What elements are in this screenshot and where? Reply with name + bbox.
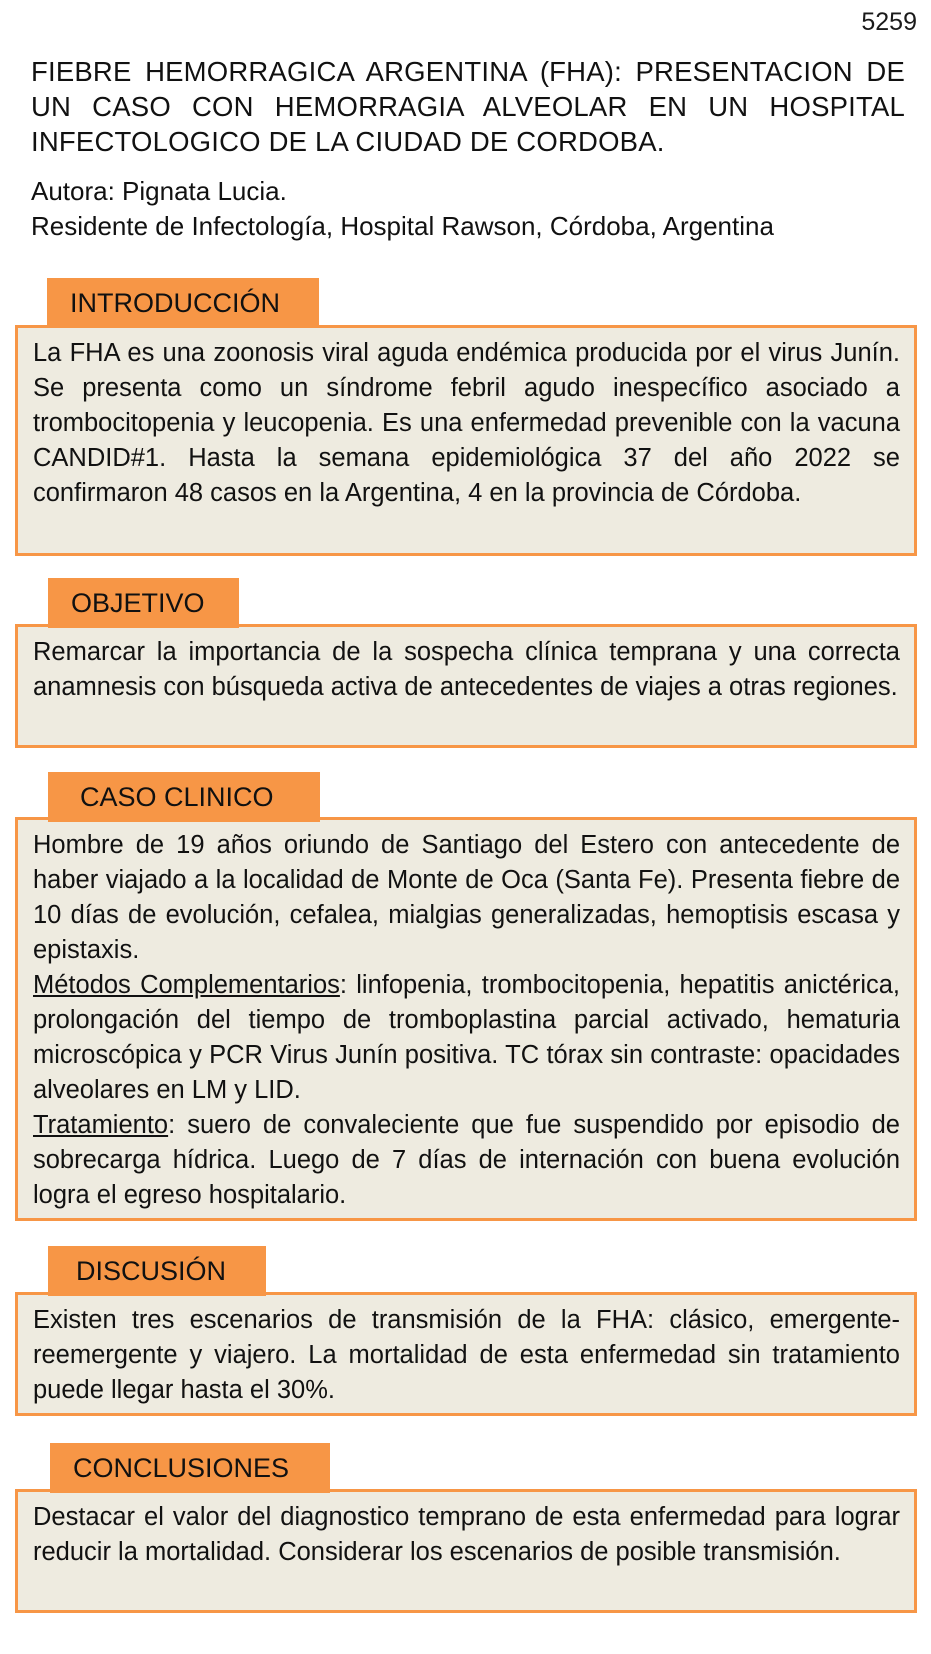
poster-number: 5259 — [861, 8, 917, 36]
author-line: Autora: Pignata Lucia. — [31, 176, 287, 206]
metodos-complementarios-text: : linfopenia, trombocitopenia, hepatitis anictérica, prolongación del tiempo de tromboplastina parcial activado, hematuria microscópica y PCR Virus Junín positiva. TC tórax sin contraste: opacidades alveolares en LM y LID. — [33, 971, 901, 1104]
author-block — [31, 174, 911, 244]
section-box-discusion — [15, 1292, 917, 1416]
section-label-caso-clinico: CASO CLINICO — [48, 772, 320, 822]
section-label-discusion: DISCUSIÓN — [48, 1246, 266, 1296]
metodos-complementarios-heading: Métodos Complementarios — [33, 971, 340, 999]
discusion-text: Existen tres escenarios de transmisión de la FHA: clásico, emergente-reemergente y viajero. La mortalidad de esta enfermedad sin tratamiento puede llegar hasta el 30%. — [33, 1306, 900, 1404]
introduccion-text: La FHA es una zoonosis viral aguda endémica producida por el virus Junín. Se presenta como un síndrome febril agudo inespecífico asociado a trombocitopenia y leucopenia. Es una enfermedad prevenible con la vacuna CANDID#1. Hasta la semana epidemiológica 37 del año 2022 se confirmaron 48 casos en la Argentina, 4 en la provincia de Córdoba. — [33, 339, 900, 507]
tratamiento-paragraph — [33, 1108, 900, 1213]
conclusiones-text: Destacar el valor del diagnostico temprano de esta enfermedad para lograr reducir la mortalidad. Considerar los escenarios de posible transmisión. — [33, 1503, 900, 1566]
tratamiento-heading: Tratamiento — [33, 1111, 169, 1139]
section-box-introduccion — [15, 325, 917, 556]
affiliation-line: Residente de Infectología, Hospital Rawson, Córdoba, Argentina — [31, 211, 774, 241]
section-label-conclusiones: CONCLUSIONES — [50, 1443, 330, 1493]
section-label-introduccion: INTRODUCCIÓN — [47, 278, 319, 328]
tratamiento-text: : suero de convaleciente que fue suspendido por episodio de sobrecarga hídrica. Luego de 7 días de internación con buena evolución logra el egreso hospitalario. — [33, 1111, 900, 1209]
section-box-objetivo — [15, 624, 917, 748]
caso-clinico-paragraph: Hombre de 19 años oriundo de Santiago del Estero con antecedente de haber viajado a la localidad de Monte de Oca (Santa Fe). Presenta fiebre de 10 días de evolución, cefalea, mialgias generalizadas, hemoptisis escasa y epistaxis. — [33, 831, 900, 964]
section-label-objetivo: OBJETIVO — [48, 578, 239, 628]
metodos-complementarios-paragraph — [33, 968, 900, 1108]
section-box-caso-clinico — [15, 817, 917, 1221]
objetivo-text: Remarcar la importancia de la sospecha clínica temprana y una correcta anamnesis con búsqueda activa de antecedentes de viajes a otras regiones. — [33, 638, 900, 701]
section-box-conclusiones — [15, 1489, 917, 1613]
poster-title: FIEBRE HEMORRAGICA ARGENTINA (FHA): PRESENTACION DE UN CASO CON HEMORRAGIA ALVEOLAR EN UN HOSPITAL INFECTOLOGICO DE LA CIUDAD DE CORDOBA. — [31, 56, 905, 157]
